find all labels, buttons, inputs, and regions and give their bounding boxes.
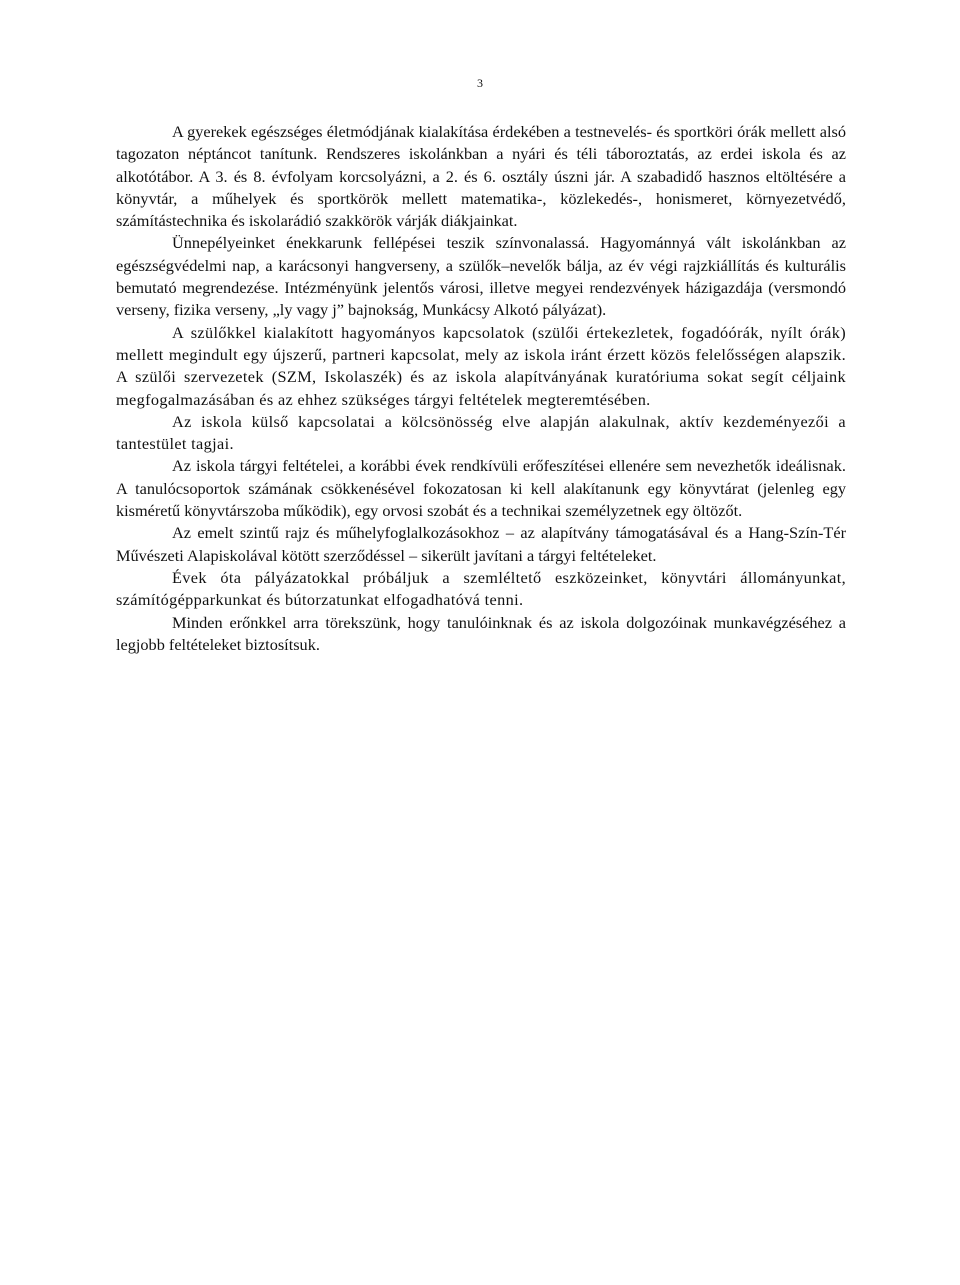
paragraph-parent-relations: A szülőkkel kialakított hagyományos kapcsolatok (szülői értekezletek, fogadóórák, nyílt órák) mellett megindult egy újszerű, partneri kapcsolat, mely az iskola iránt érzett közös felelősségen alapszik. A szülői szervezetek (SZM, Iskolaszék) és az iskola alapítványának kuratóriuma sokat segít céljaink megfogalmazásában és az ehhez szükséges tárgyi feltételek megteremtésében.	[116, 322, 846, 409]
paragraph-tenders: Évek óta pályázatokkal próbáljuk a szemléltető eszközeinket, könyvtári állományunkat, számítógépparkunkat és bútorzatunkat elfogadhatóvá tenni.	[116, 567, 846, 610]
paragraph-material-conditions: Az iskola tárgyi feltételei, a korábbi évek rendkívüli erőfeszítései ellenére sem nevezhetők ideálisnak. A tanulócsoportok számának csökkenésével fokozatosan ki kell alakítanunk egy könyvtárat (jelenleg egy kisméretű könyvtárszoba működik), egy orvosi szobát és a technikai személyzetnek egy öltözőt.	[116, 456, 846, 521]
paragraph-celebrations-events: Ünnepélyeinket énekkarunk fellépései teszik színvonalassá. Hagyománnyá vált iskolánkban az egészségvédelmi nap, a karácsonyi hangverseny, a szülők–nevelők bálja, az év végi rajzkiállítás és kulturális bemutató megrendezése. Intézményünk jelentős városi, illetve megyei rendezvények házigazdája (versmondó verseny, fizika verseny, „ly vagy j” bajnokság, Munkácsy Alkotó pályázat).	[116, 233, 846, 320]
document-body	[116, 121, 846, 656]
paragraph-closing-commitment: Minden erőnkkel arra törekszünk, hogy tanulóinknak és az iskola dolgozóinak munkavégzéséhez a legjobb feltételeket biztosítsuk.	[116, 612, 846, 654]
page-number: 3	[477, 76, 483, 90]
paragraph-health-sports: A gyerekek egészséges életmódjának kialakítása érdekében a testnevelés- és sportköri órák mellett alsó tagozaton néptáncot tanítunk. Rendszeres iskolánkban a nyári és téli táboroztatás, az erdei iskola és az alkotótábor. A 3. és 8. évfolyam korcsolyázni, a 2. és 6. osztály úszni jár. A szabadidő hasznos eltöltésére a könyvtár, a műhelyek és sportkörök mellett matematika-, közlekedés-, honismeret, környezetvédő, számítástechnika és iskolarádió szakkörök várják diákjainkat.	[116, 122, 846, 231]
paragraph-workshop-support: Az emelt szintű rajz és műhelyfoglalkozásokhoz – az alapítvány támogatásával és a Hang-Szín-Tér Művészeti Alapiskolával kötött szerződéssel – sikerült javítani a tárgyi feltételeket.	[116, 523, 846, 565]
paragraph-external-relations: Az iskola külső kapcsolatai a kölcsönösség elve alapján alakulnak, aktív kezdeményezői a tantestület tagjai.	[116, 411, 846, 454]
